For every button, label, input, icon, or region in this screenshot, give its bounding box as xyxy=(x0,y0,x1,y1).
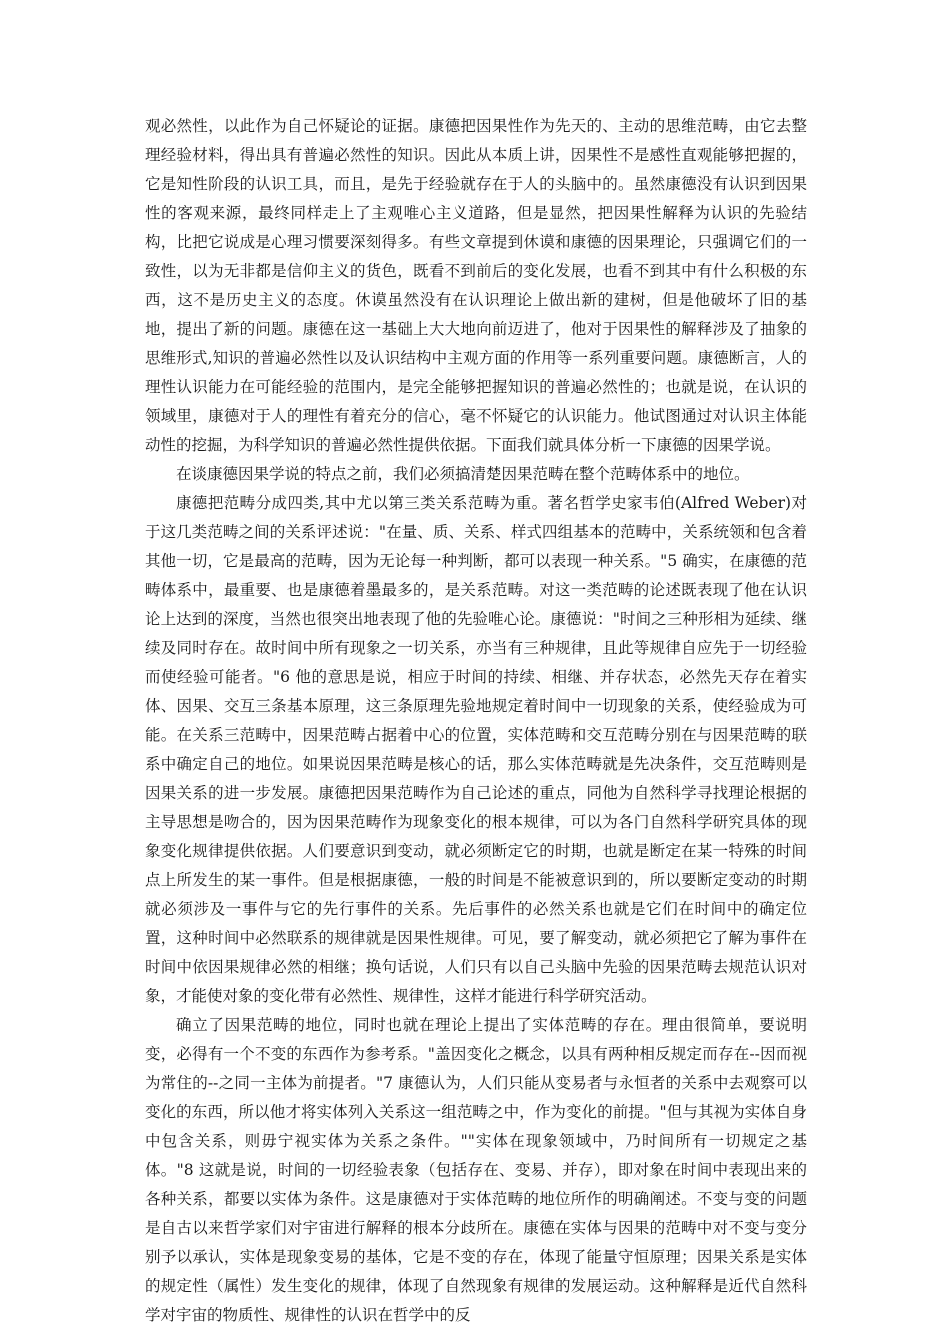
paragraph-intro: 观必然性，以此作为自己怀疑论的证据。康德把因果性作为先天的、主动的思维范畴，由它去整理经验材料，得出具有普遍必然性的知识。因此从本质上讲，因果性不是感性直观能够把握的，它是知性阶段的认识工具，而且，是先于经验就存在于人的头脑中的。虽然康德没有认识到因果性的客观来源，最终同样走上了主观唯心主义道路，但是显然，把因果性解释为认识的先验结构，比把它说成是心理习惯要深刻得多。有些文章提到休谟和康德的因果理论，只强调它们的一致性，以为无非都是信仰主义的货色，既看不到前后的变化发展，也看不到其中有什么积极的东西，这不是历史主义的态度。休谟虽然没有在认识理论上做出新的建树，但是他破坏了旧的基地，提出了新的问题。康德在这一基础上大大地向前迈进了，他对于因果性的解释涉及了抽象的思维形式,知识的普遍必然性以及认识结构中主观方面的作用等一系列重要问题。康德断言，人的理性认识能力在可能经验的范围内，是完全能够把握知识的普遍必然性的；也就是说，在认识的领域里，康德对于人的理性有着充分的信心，毫不怀疑它的认识能力。他试图通过对认识主体能动性的挖掘，为科学知识的普遍必然性提供依据。下面我们就具体分析一下康德的因果学说。 xyxy=(145,117,807,454)
document-page xyxy=(145,112,807,1330)
paragraph-substance-category: 确立了因果范畴的地位，同时也就在理论上提出了实体范畴的存在。理由很简单，要说明变，必得有一个不变的东西作为参考系。"盖因变化之概念，以具有两种相反规定而存在--因而视为常住的--之同一主体为前提者。"7 康德认为，人们只能从变易者与永恒者的关系中去观察可以变化的东西，所以他才将实体列入关系这一组范畴之中，作为变化的前提。"但与其视为实体自身中包含关系，则毋宁视实体为关系之条件。""实体在现象领域中，乃时间所有一切规定之基体。"8 这就是说，时间的一切经验表象（包括存在、变易、并存），即对象在时间中表现出来的各种关系，都要以实体为条件。这是康德对于实体范畴的地位所作的明确阐述。不变与变的问题是自古以来哲学家们对宇宙进行解释的根本分歧所在。康德在实体与因果的范畴中对不变与变分别予以承认，实体是现象变易的基体，它是不变的存在，体现了能量守恒原理；因果关系是实体的规定性（属性）发生变化的规律，体现了自然现象有规律的发展运动。这种解释是近代自然科学对宇宙的物质性、规律性的认识在哲学中的反 xyxy=(145,1016,807,1324)
paragraph-relation-categories: 康德把范畴分成四类,其中尤以第三类关系范畴为重。著名哲学史家韦伯(Alfred Weber)对于这几类范畴之间的关系评述说："在量、质、关系、样式四组基本的范畴中，关系统领和包含着其他一切，它是最高的范畴，因为无论每一种判断，都可以表现一种关系。"5 确实，在康德的范畴体系中，最重要、也是康德着墨最多的，是关系范畴。对这一类范畴的论述既表现了他在认识论上达到的深度，当然也很突出地表现了他的先验唯心论。康德说："时间之三种形相为延续、继续及同时存在。故时间中所有现象之一切关系，亦当有三种规律，且此等规律自应先于一切经验而使经验可能者。"6 他的意思是说，相应于时间的持续、相继、并存状态，必然先天存在着实体、因果、交互三条基本原理，这三条原理先验地规定着时间中一切现象的关系，使经验成为可能。在关系三范畴中，因果范畴占据着中心的位置，实体范畴和交互范畴分别在与因果范畴的联系中确定自己的地位。如果说因果范畴是核心的话，那么实体范畴就是先决条件，交互范畴则是因果关系的进一步发展。康德把因果范畴作为自己论述的重点，同他为自然科学寻找理论根据的主导思想是吻合的，因为因果范畴作为现象变化的根本规律，可以为各门自然科学研究具体的现象变化规律提供依据。人们要意识到变动，就必须断定它的时期，也就是断定在某一特殊的时间点上所发生的某一事件。但是根据康德，一般的时间是不能被意识到的，所以要断定变动的时期就必须涉及一事件与它的先行事件的关系。先后事件的必然关系也就是它们在时间中的确定位置，这种时间中必然联系的规律就是因果性规律。可见，要了解变动，就必须把它了解为事件在时间中依因果规律必然的相继；换句话说，人们只有以自己头脑中先验的因果范畴去规范认识对象，才能使对象的变化带有必然性、规律性，这样才能进行科学研究活动。 xyxy=(145,494,807,1005)
paragraph-category-position: 在谈康德因果学说的特点之前，我们必须搞清楚因果范畴在整个范畴体系中的地位。 xyxy=(176,465,750,483)
